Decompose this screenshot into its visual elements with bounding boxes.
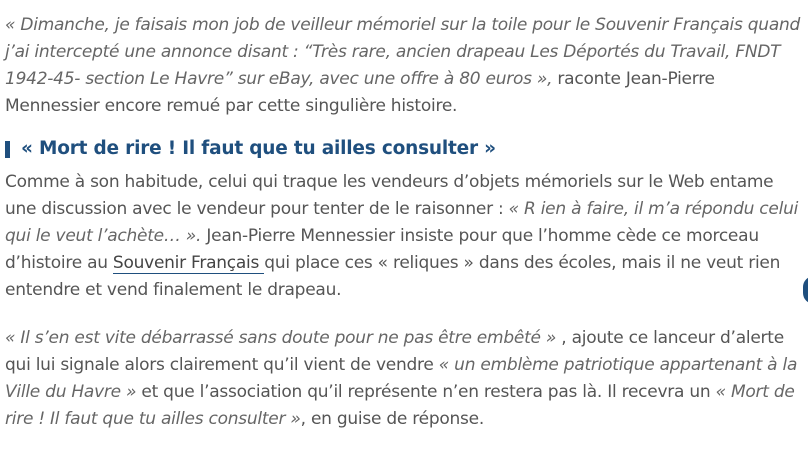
paragraph-response-text-1: , ajoute ce lanceur d’alerte qui lui signale alors clairement qu’il vient de vendre xyxy=(5,328,784,375)
quote-embleme: « un emblème patriotique appartenant à la Ville du Havre » xyxy=(5,355,798,402)
paragraph-response-text-3: , en guise de réponse. xyxy=(300,409,485,429)
paragraph-seller xyxy=(5,169,805,304)
quote-mort-de-rire: « Mort de rire ! Il faut que tu ailles consulter » xyxy=(5,382,795,429)
paragraph-intro-text: raconte Jean-Pierre Mennessier encore remué par cette singulière histoire. xyxy=(5,69,715,116)
paragraph-seller-text-3: qui place ces « reliques » dans des écoles, mais il ne veut rien entendre et vend finalement le drapeau. xyxy=(5,253,781,300)
paragraph-response xyxy=(5,325,805,433)
quote-debarrasse: « Il s’en est vite débarrassé sans doute pour ne pas être embêté » xyxy=(5,328,557,348)
quote-rien-a-faire: « R ien à faire, il m’a répondu celui qui le veut l’achète… ». xyxy=(5,199,799,246)
paragraph-response-text-2: et que l’association qu’il représente n’en restera pas là. Il recevra un xyxy=(136,382,716,402)
section-heading xyxy=(5,135,805,163)
souvenir-francais-link[interactable]: Souvenir Français xyxy=(112,253,265,273)
section-heading-text: « Mort de rire ! Il faut que tu ailles consulter » xyxy=(21,138,496,159)
paragraph-intro xyxy=(5,12,805,120)
paragraph-seller-text-1: Comme à son habitude, celui qui traque les vendeurs d’objets mémoriels sur le Web entame une discussion avec le vendeur pour tenter de le raisonner : xyxy=(5,172,774,219)
article-body xyxy=(5,12,805,433)
quote-dimanche: « Dimanche, je faisais mon job de veilleur mémoriel sur la toile pour le Souvenir Français quand j’ai intercepté une annonce disant : “Très rare, ancien drapeau Les Déportés du Travail, FNDT 1942-45- section Le Havre” sur eBay, avec une offre à 80 euros », xyxy=(5,15,801,89)
paragraph-seller-text-2: Jean-Pierre Mennessier insiste pour que l’homme cède ce morceau d’histoire au xyxy=(5,226,759,273)
heading-bar-icon xyxy=(5,141,10,158)
